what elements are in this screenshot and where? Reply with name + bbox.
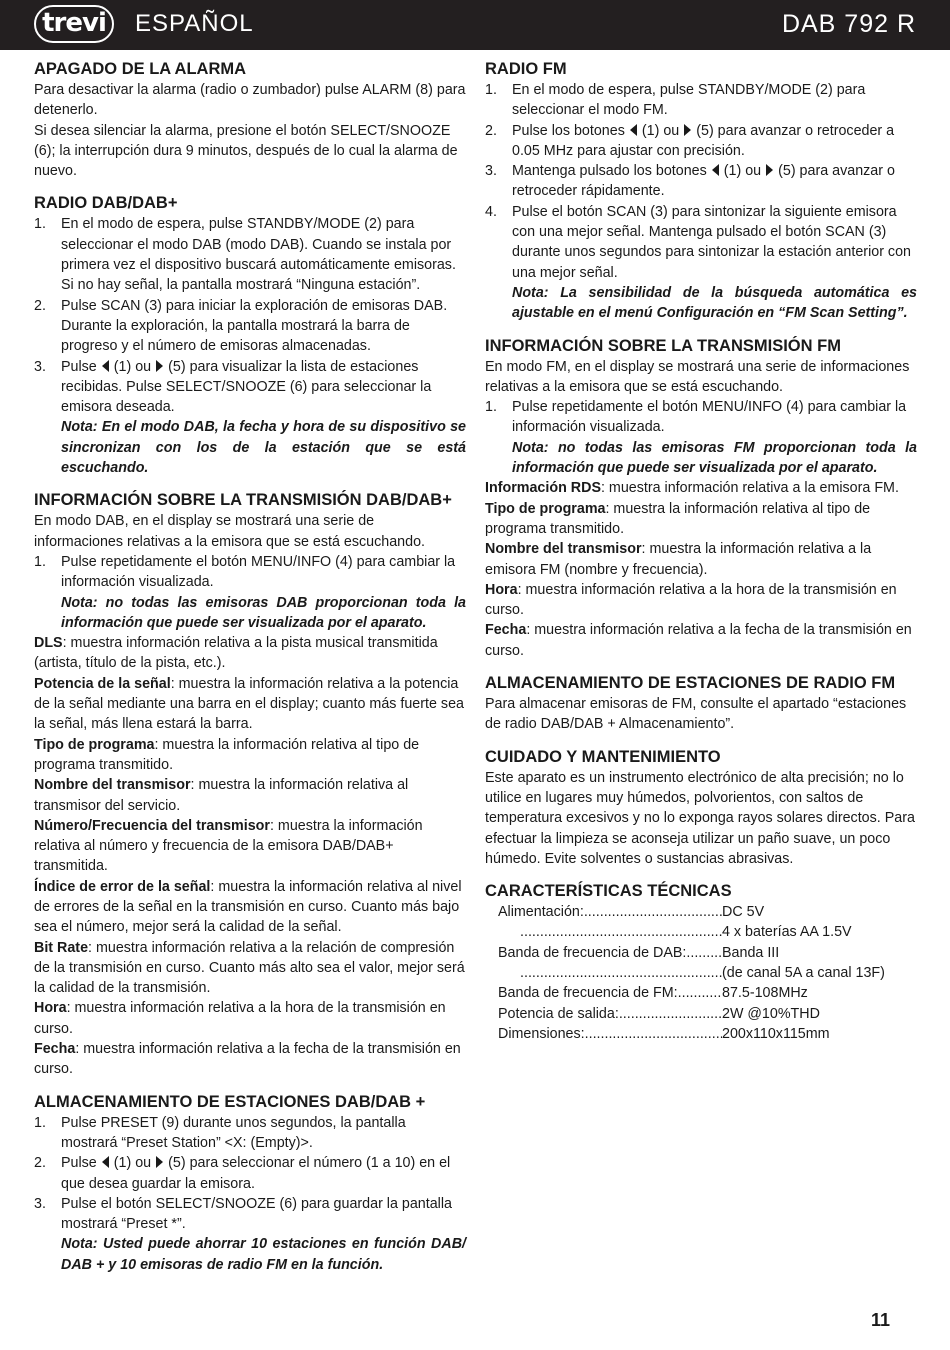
spec-row: Potencia de salida: ..... 2W @10%THD [498,1004,917,1024]
specs-table [485,902,917,1044]
definition: Tipo de programa: muestra la información relativa al tipo de programa transmitido. [34,736,420,773]
list-item: 2. Pulse los botones (1) ou (5) para avanzar o retroceder a 0.05 MHz para ajustar con precisión. [485,122,895,159]
left-column [34,58,466,1286]
spec-row: ..... 4 x baterías AA 1.5V [498,922,917,942]
definition: Hora: muestra información relativa a la hora de la transmisión en curso. [34,1000,446,1037]
paragraph: Para almacenar emisoras de FM, consulte el apartado “estaciones de radio DAB/DAB + Almacenamiento”. [485,696,907,733]
paragraph: En modo FM, en el display se mostrará una serie de informaciones relativas a la emisora que se está escuchando. [485,358,910,395]
spec-row: Banda de frecuencia de DAB: ..... Banda III [498,943,917,963]
page-number: 11 [870,1310,890,1330]
section-title: ALMACENAMIENTO DE ESTACIONES DAB/DAB + [34,1092,426,1111]
definition: Fecha: muestra información relativa a la fecha de la transmisión en curso. [485,622,912,659]
list-item: 1. En el modo de espera, pulse STANDBY/MODE (2) para seleccionar el modo DAB (modo DAB). Cuando se instala por primera vez el dispositivo buscará automáticamente emisoras. Si no hay señal, la pantalla mostrará “Ninguna estación”. [34,216,456,294]
left-arrow-icon [712,164,719,176]
spec-row: ..... (de canal 5A a canal 13F) [498,963,917,983]
right-arrow-icon [684,124,691,136]
section-dab-info [34,489,466,1079]
definition: Fecha: muestra información relativa a la fecha de la transmisión en curso. [34,1041,461,1078]
steps-list [34,214,466,478]
definition: Información RDS: muestra información relativa a la emisora FM. [485,480,899,497]
list-item: 3. Pulse el botón SELECT/SNOOZE (6) para guardar la pantalla mostrará “Preset *”. Nota: Usted puede ahorrar 10 estaciones en función DAB/ DAB + y 10 emisoras de radio FM en la función. [34,1194,466,1275]
model-name: DAB 792 R [781,10,916,38]
left-arrow-icon [102,1156,109,1168]
section-fm-radio [485,58,917,324]
definition: Nombre del transmisor: muestra la información relativa al transmisor del servicio. [34,777,409,814]
paragraph: Este aparato es un instrumento electrónico de alta precisión; no lo utilice en lugares muy húmedos, polvorientos, con saltos de temperatura excesivos y no lo exponga rayos solares directos. Para efectuar la limpieza se aconseja utilizar un paño suave, un poco húmedo. Evite solventes o sustancias abrasivas. [485,769,915,867]
list-item: 1. Pulse repetidamente el botón MENU/INFO (4) para cambiar la información visualizada. Nota: no todas las emisoras DAB proporcionan toda la información que puede ser visualizada por el aparato. [34,552,466,633]
section-fm-info [485,335,917,661]
right-arrow-icon [766,164,773,176]
page-header [0,0,950,50]
section-title: INFORMACIÓN SOBRE LA TRANSMISIÓN FM [485,336,841,355]
brand-logo: trevi [34,5,114,43]
section-dab-store [34,1091,466,1275]
section-title: RADIO DAB/DAB+ [34,194,178,213]
steps-list [34,552,466,633]
note: Nota: La sensibilidad de la búsqueda automática es ajustable en el menú Configuración en “FM Scan Setting”. [512,284,917,322]
definition: DLS: muestra información relativa a la pista musical transmitida (artista, título de la pista, etc.). [34,635,438,672]
list-item: 3. Mantenga pulsado los botones (1) ou (5) para avanzar o retroceder rápidamente. [485,163,895,200]
definition: Tipo de programa: muestra la información relativa al tipo de programa transmitido. [485,500,871,537]
list-item: 3. Pulse (1) ou (5) para visualizar la lista de estaciones recibidas. Pulse SELECT/SNOOZE (6) para seleccionar la emisora deseada. Nota: En el modo DAB, la fecha y hora de su dispositivo se sincronizan con los de la estación que se está escuchando. [34,357,466,479]
right-arrow-icon [156,1156,163,1168]
paragraph: Si desea silenciar la alarma, presione el botón SELECT/SNOOZE (6); la interrupción dura 9 minutos, después de lo cual la alarma de nuevo. [34,122,458,180]
language-label: ESPAÑOL [135,10,254,37]
definition: Hora: muestra información relativa a la hora de la transmisión en curso. [485,581,897,619]
spec-row: Dimensiones: ..... 200x110x115mm [498,1024,917,1044]
left-arrow-icon [102,360,109,372]
spec-row: Alimentación: ..... DC 5V [498,902,917,922]
note: Nota: Usted puede ahorrar 10 estaciones en función DAB/ DAB + y 10 emisoras de radio FM en la función. [61,1236,466,1273]
list-item: 1. En el modo de espera, pulse STANDBY/MODE (2) para seleccionar el modo FM. [485,82,866,119]
paragraph: Para desactivar la alarma (radio o zumbador) pulse ALARM (8) para detenerlo. [34,82,466,119]
steps-list [34,1113,466,1275]
list-item: 1. Pulse PRESET (9) durante unos segundos, la pantalla mostrará “Preset Station” <X: (Empty)>. [34,1114,406,1151]
section-title: CARACTERÍSTICAS TÉCNICAS [485,882,732,901]
section-alarm-off [34,58,466,181]
definition: Índice de error de la señal: muestra la información relativa al nivel de errores de la señal en la transmisión en curso. Cuanto más bajo sea el número, mejor será la calidad de la señal. [34,878,462,936]
note: Nota: no todas las emisoras DAB proporcionan toda la información que puede ser visualizada por el aparato. [61,594,466,631]
left-arrow-icon [630,124,637,136]
note: Nota: En el modo DAB, la fecha y hora de su dispositivo se sincronizan con los de la estación que se está escuchando. [61,419,466,477]
list-item: 2. Pulse SCAN (3) para iniciar la exploración de emisoras DAB. Durante la exploración, la pantalla mostrará la barra de progreso y el número de emisoras almacenadas. [34,297,448,355]
definition: Bit Rate: muestra información relativa a la relación de compresión de la transmisión en curso. Cuanto más alto sea el valor, mejor será la calidad de la transmisión. [34,939,465,997]
section-specs [485,880,917,1044]
steps-list [485,397,917,478]
definition: Número/Frecuencia del transmisor: muestra la información relativa al número y frecuencia de la emisora DAB/DAB+ transmitida. [34,817,423,875]
section-title: CUIDADO Y MANTENIMIENTO [485,747,721,766]
section-title: INFORMACIÓN SOBRE LA TRANSMISIÓN DAB/DAB+ [34,491,452,510]
section-title: RADIO FM [485,60,567,78]
definition: Potencia de la señal: muestra la información relativa a la potencia de la señal mediante una barra en el display; cuanto más fuerte sea la señal, más llena estará la barra. [34,675,464,733]
list-item: 2. Pulse (1) ou (5) para seleccionar el número (1 a 10) en el que desea guardar la emisora. [34,1155,451,1192]
section-title: ALMACENAMIENTO DE ESTACIONES DE RADIO FM [485,674,896,693]
right-column [485,58,917,1055]
list-item: 4. Pulse el botón SCAN (3) para sintonizar la siguiente emisora con una mejor señal. Mantenga pulsado el botón SCAN (3) durante unos segundos para sintonizar la estación anterior con una mejor señal. Nota: La sensibilidad de la búsqueda automática es ajustable en el menú Configuración en “FM Scan Setting”. [485,202,917,324]
definition: Nombre del transmisor: muestra la información relativa a la emisora FM (nombre y frecuencia). [485,541,872,578]
steps-list [485,80,917,324]
section-title: APAGADO DE LA ALARMA [34,60,247,78]
right-arrow-icon [156,360,163,372]
section-dab-radio [34,192,466,478]
section-care [485,746,917,869]
paragraph: En modo DAB, en el display se mostrará una serie de informaciones relativas a la emisora que se está escuchando. [34,513,425,550]
spec-row: Banda de frecuencia de FM: ..... 87.5-108MHz [498,983,917,1003]
note: Nota: no todas las emisoras FM proporcionan toda la información que puede ser visualizada por el aparato. [512,439,917,477]
list-item: 1. Pulse repetidamente el botón MENU/INFO (4) para cambiar la información visualizada. Nota: no todas las emisoras FM proporcionan toda la información que puede ser visualizada por el aparato. [485,397,917,478]
section-fm-store [485,672,917,735]
